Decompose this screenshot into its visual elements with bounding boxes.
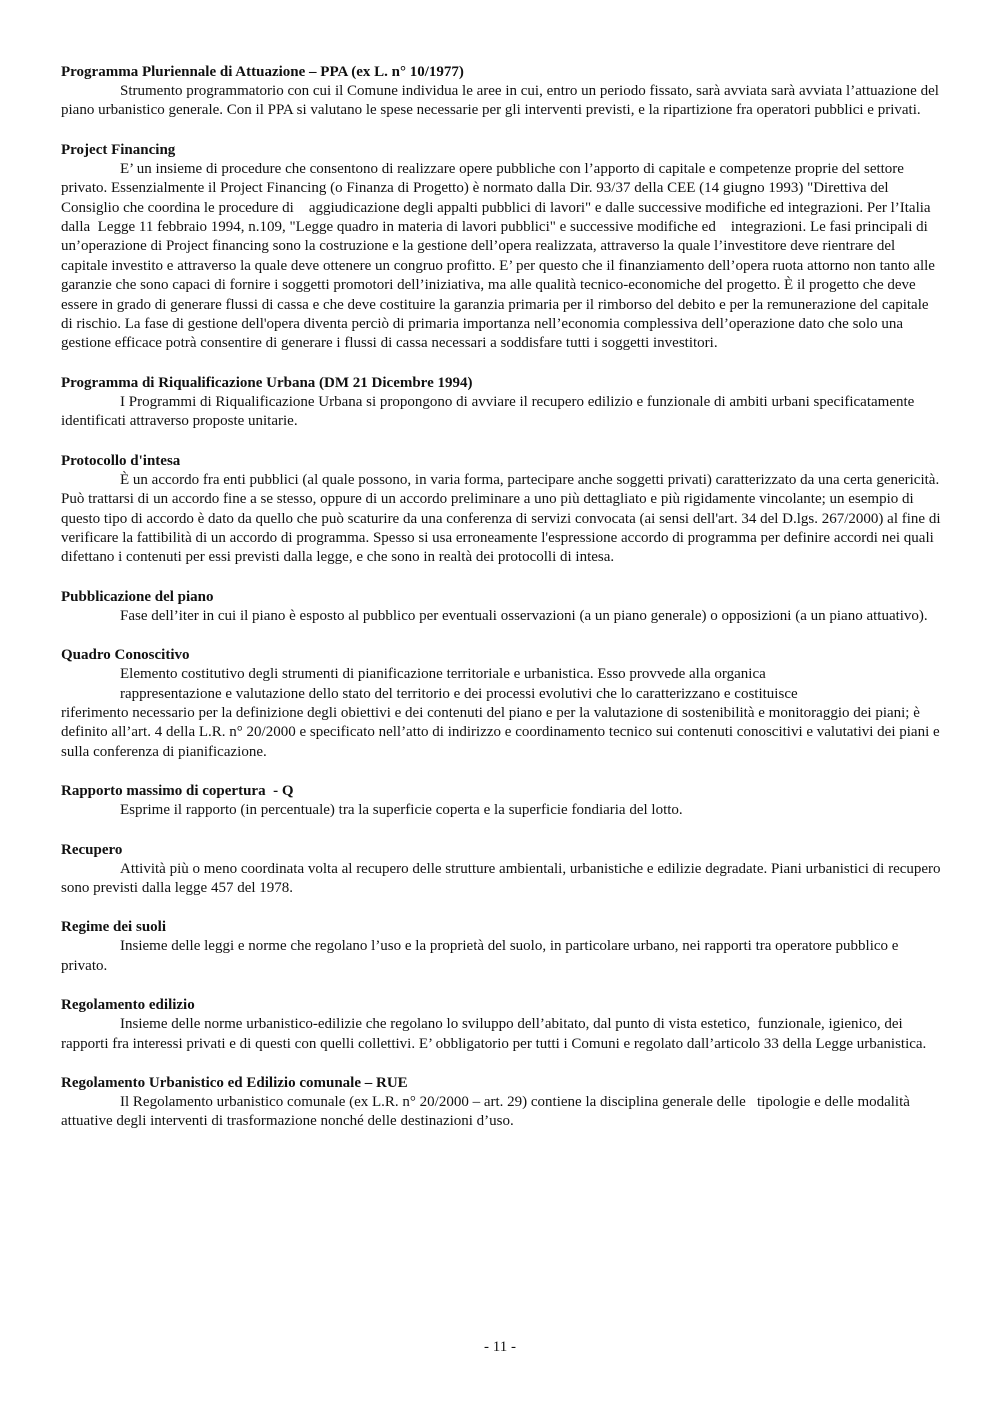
entry-term: Pubblicazione del piano <box>61 588 214 605</box>
glossary-entry <box>61 140 941 354</box>
glossary-entry <box>61 840 945 899</box>
entry-definition: Strumento programmatorio con cui il Comune individua le aree in cui, entro un periodo fissato, sarà avviata sarà avviata l’attuazione del piano urbanistico generale. Con il PPA si valutano le spese necessarie per gli interventi previsti, e la ripartizione fra operatori pubblici e privati. <box>61 83 943 119</box>
glossary-entry <box>61 373 941 432</box>
entry-term: Quadro Conoscitivo <box>61 647 190 664</box>
entry-definition: Fase dell’iter in cui il piano è esposto al pubblico per eventuali osservazioni (a un piano generale) o opposizioni (a un piano attuativo). <box>120 607 928 624</box>
entry-definition <box>61 665 944 762</box>
entry-definition: Insieme delle leggi e norme che regolano l’uso e la proprietà del suolo, in particolare urbano, nei rapporti tra operatore pubblico e privato. <box>61 938 903 974</box>
definition-rest: riferimento necessario per la definizione degli obiettivi e dei contenuti del piano e per la valutazione di sostenibilità e monitoraggio dei piani; è definito all’art. 4 della L.R. n° 20/2000 e specificato nell’atto di indirizzo e coordinamento tecnico sui contenuti conoscitivi e valutativi dei piani e sulla conferenza di pianificazione. <box>61 704 944 760</box>
entry-definition: Insieme delle norme urbanistico-edilizie che regolano lo sviluppo dell’abitato, dal punto di vista estetico, funzionale, igienico, dei rapporti fra interessi privati e di questi con quelli collettivi. E’ obbligatorio per tutti i Comuni e regolato dall’articolo 33 della Legge urbanistica. <box>61 1016 927 1052</box>
glossary-entry <box>61 645 944 762</box>
glossary-entry <box>61 1073 941 1132</box>
glossary-entry <box>61 587 941 626</box>
glossary-entry <box>61 62 941 121</box>
entry-term: Regime dei suoli <box>61 919 166 936</box>
entry-term: Regolamento edilizio <box>61 997 195 1014</box>
entry-term: Rapporto massimo di copertura - Q <box>61 783 294 800</box>
entry-definition: Esprime il rapporto (in percentuale) tra la superficie coperta e la superficie fondiaria del lotto. <box>120 802 683 819</box>
document-body <box>61 62 945 1132</box>
entry-definition: E’ un insieme di procedure che consentono di realizzare opere pubbliche con l’apporto di capitale e competenze proprie del settore privato. Essenzialmente il Project Financing (o Finanza di Progetto) è normato dalla Dir. 93/37 della CEE (14 giugno 1993) "Direttiva del Consiglio che coordina le procedure di aggiudicazione degli appalti pubblici di lavori" e dalle successive modifiche ed integrazioni. Per l’Italia dalla Legge 11 febbraio 1994, n.109, "Legge quadro in materia di lavori pubblici" e successive modifiche ed integrazioni. Le fasi principali di un’operazione di Project financing sono la costruzione e la gestione dell’opera realizzata, attraverso la quale l’investitore deve rientrare del capitale investito e attraverso la quale deve ottenere un congruo profitto. E’ per questo che il finanziamento dell’opera ruota attorno non tanto alle garanzie che sono capaci di fornire i soggetti promotori dell’iniziativa, ma alle qualità tecnico-economiche del progetto. È il progetto che deve essere in grado di generare flussi di cassa e che deve costituire la garanzia primaria per il rimborso del debito e per la remunerazione del capitale di rischio. La fase di gestione dell'opera diventa perciò di primaria importanza nell’economia complessiva dell’operazione dato che solo una gestione efficace potrà consentire di generare i flussi di cassa necessari a soddisfare tutti i soggetti investitori. <box>61 160 939 352</box>
entry-definition: Attività più o meno coordinata volta al recupero delle strutture ambientali, urbanistiche e edilizie degradate. Piani urbanistici di recupero sono previsti dalla legge 457 del 1978. <box>61 860 945 896</box>
entry-term: Protocollo d'intesa <box>61 452 181 469</box>
entry-term: Regolamento Urbanistico ed Edilizio comunale – RUE <box>61 1075 408 1091</box>
entry-term: Recupero <box>61 841 123 858</box>
entry-definition: I Programmi di Riqualificazione Urbana si propongono di avviare il recupero edilizio e funzionale di ambiti urbani specificatamente identificati attraverso proposte unitarie. <box>61 393 919 430</box>
definition-line: rappresentazione e valutazione dello stato del territorio e dei processi evolutivi che lo caratterizzano e costituisce <box>120 685 798 702</box>
definition-line: Elemento costitutivo degli strumenti di pianificazione territoriale e urbanistica. Esso provvede alla organica <box>120 666 766 683</box>
glossary-entry <box>61 995 941 1054</box>
glossary-entry <box>61 917 941 976</box>
glossary-entry <box>61 781 941 820</box>
entry-definition: Il Regolamento urbanistico comunale (ex L.R. n° 20/2000 – art. 29) contiene la disciplina generale delle tipologie e delle modalità attuative degli interventi di trasformazione nonché delle destinazioni d’uso. <box>61 1094 914 1130</box>
glossary-entry <box>61 451 945 568</box>
entry-term: Programma Pluriennale di Attuazione – PPA (ex L. n° 10/1977) <box>61 64 464 80</box>
page-number: - 11 - <box>484 1339 516 1355</box>
entry-term: Programma di Riqualificazione Urbana (DM 21 Dicembre 1994) <box>61 374 473 391</box>
entry-term: Project Financing <box>61 141 176 158</box>
entry-definition: È un accordo fra enti pubblici (al quale possono, in varia forma, partecipare anche soggetti privati) caratterizzato da una certa genericità. Può trattarsi di un accordo fine a se stesso, oppure di un accordo preliminare a uno più dettagliato e più rigidamente vincolante; un esempio di questo tipo di accordo è dato da quello che può scaturire da una conferenza di servizi convocata (ai sensi dell'art. 34 del D.lgs. 267/2000) al fine di verificare la fattibilità di un accordo di programma. Spesso si usa erroneamente l'espressione accordo di programma per definire accordi nei quali difettano i contenuti per essi previsti dalla legge, e che sono in realtà dei protocolli di intesa. <box>61 471 945 566</box>
